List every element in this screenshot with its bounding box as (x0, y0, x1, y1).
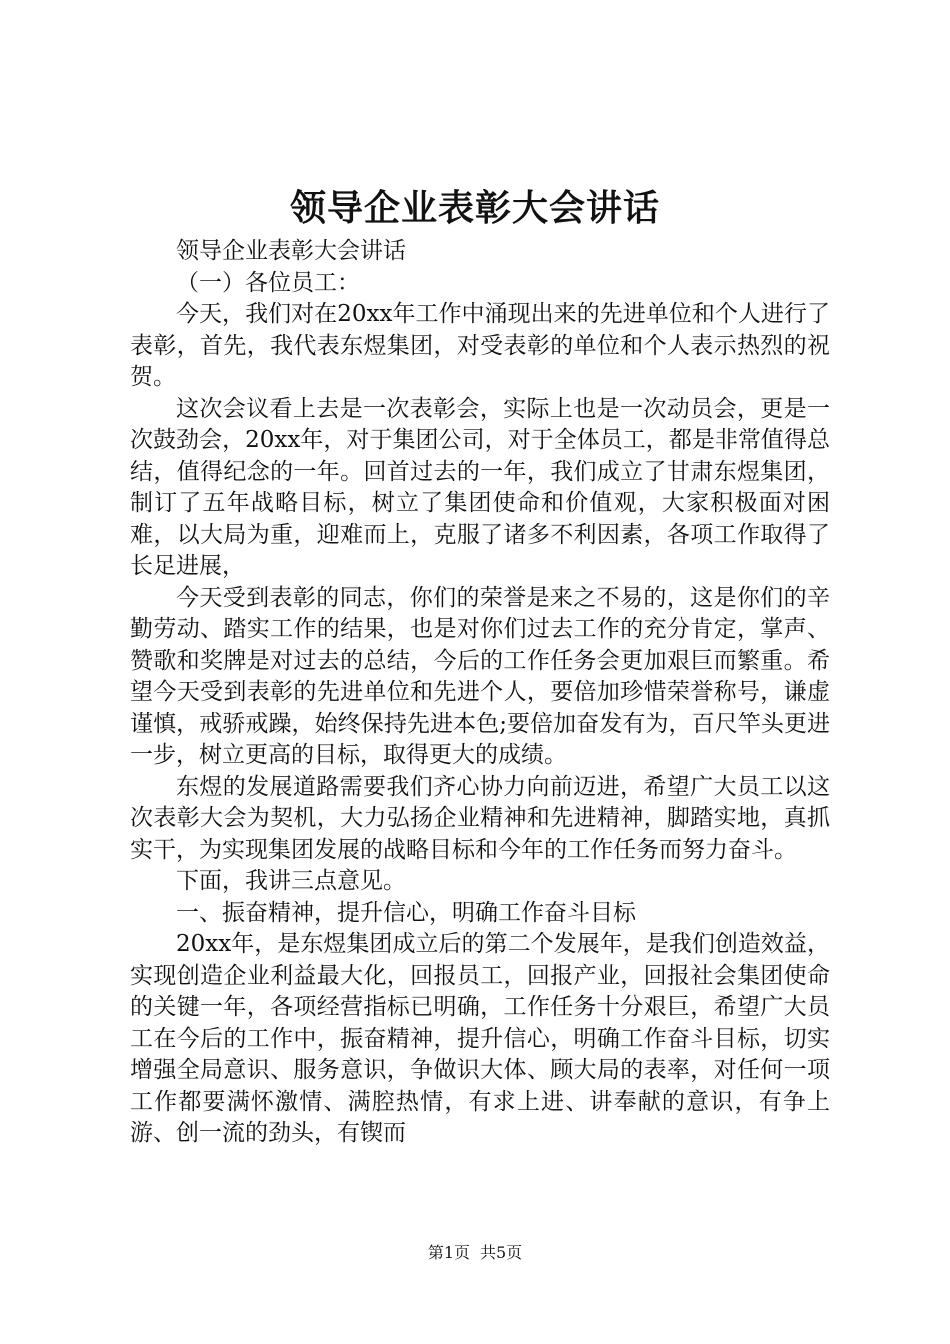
page-total: 共5页 (480, 1243, 523, 1262)
body-paragraph: 东煜的发展道路需要我们齐心协力向前迈进，希望广大员工以这次表彰大会为契机，大力弘扬企业精神和先进精神，脚踏实地，真抓实干，为实现集团发展的战略目标和今年的工作任务而努力奋斗。 (130, 773, 830, 863)
section-heading: 一、振奋精神，提升信心，明确工作奋斗目标 (176, 899, 636, 926)
body-paragraph: 今天，我们对在20xx年工作中涌现出来的先进单位和个人进行了表彰，首先，我代表东煜集团，对受表彰的单位和个人表示热烈的祝贺。 (130, 301, 830, 390)
salutation-paragraph: （一）各位员工： (176, 269, 360, 296)
page-footer (0, 1242, 950, 1264)
body-paragraph: 下面，我讲三点意见。 (176, 868, 406, 894)
body-paragraph: 今天受到表彰的同志，你们的荣誉是来之不易的，这是你们的辛勤劳动、踏实工作的结果，也是对你们过去工作的充分肯定，掌声、赞歌和奖牌是对过去的总结，今后的工作任务会更加艰巨而繁重。希望今天受到表彰的先进单位和先进个人，要倍加珍惜荣誉称号，谦虚谨慎，戒骄戒躁，始终保持先进本色;要倍加奋发有为，百尺竿头更进一步，树立更高的目标，取得更大的成绩。 (130, 584, 830, 768)
document-body (130, 236, 830, 1150)
body-paragraph: 这次会议看上去是一次表彰会，实际上也是一次动员会，更是一次鼓劲会，20xx年，对于集团公司，对于全体员工，都是非常值得总结，值得纪念的一年。回首过去的一年，我们成立了甘肃东煜集团，制订了五年战略目标，树立了集团使命和价值观，大家积极面对困难，以大局为重，迎难而上，克服了诸多不利因素，各项工作取得了长足进展， (130, 395, 830, 579)
page-title: 领导企业表彰大会讲话 (289, 187, 660, 229)
page-number: 第1页 (427, 1243, 470, 1262)
body-paragraph: 20xx年，是东煜集团成立后的第二个发展年，是我们创造效益，实现创造企业利益最大化，回报员工，回报产业，回报社会集团使命的关键一年，各项经营指标已明确，工作任务十分艰巨，希望广大员工在今后的工作中，振奋精神，提升信心，明确工作奋斗目标，切实增强全局意识、服务意识，争做识大体、顾大局的表率，对任何一项工作都要满怀激情、满腔热情，有求上进、讲奉献的意识，有争上游、创一流的劲头，有锲而 (130, 931, 830, 1146)
subtitle-paragraph: 领导企业表彰大会讲话 (176, 238, 406, 264)
